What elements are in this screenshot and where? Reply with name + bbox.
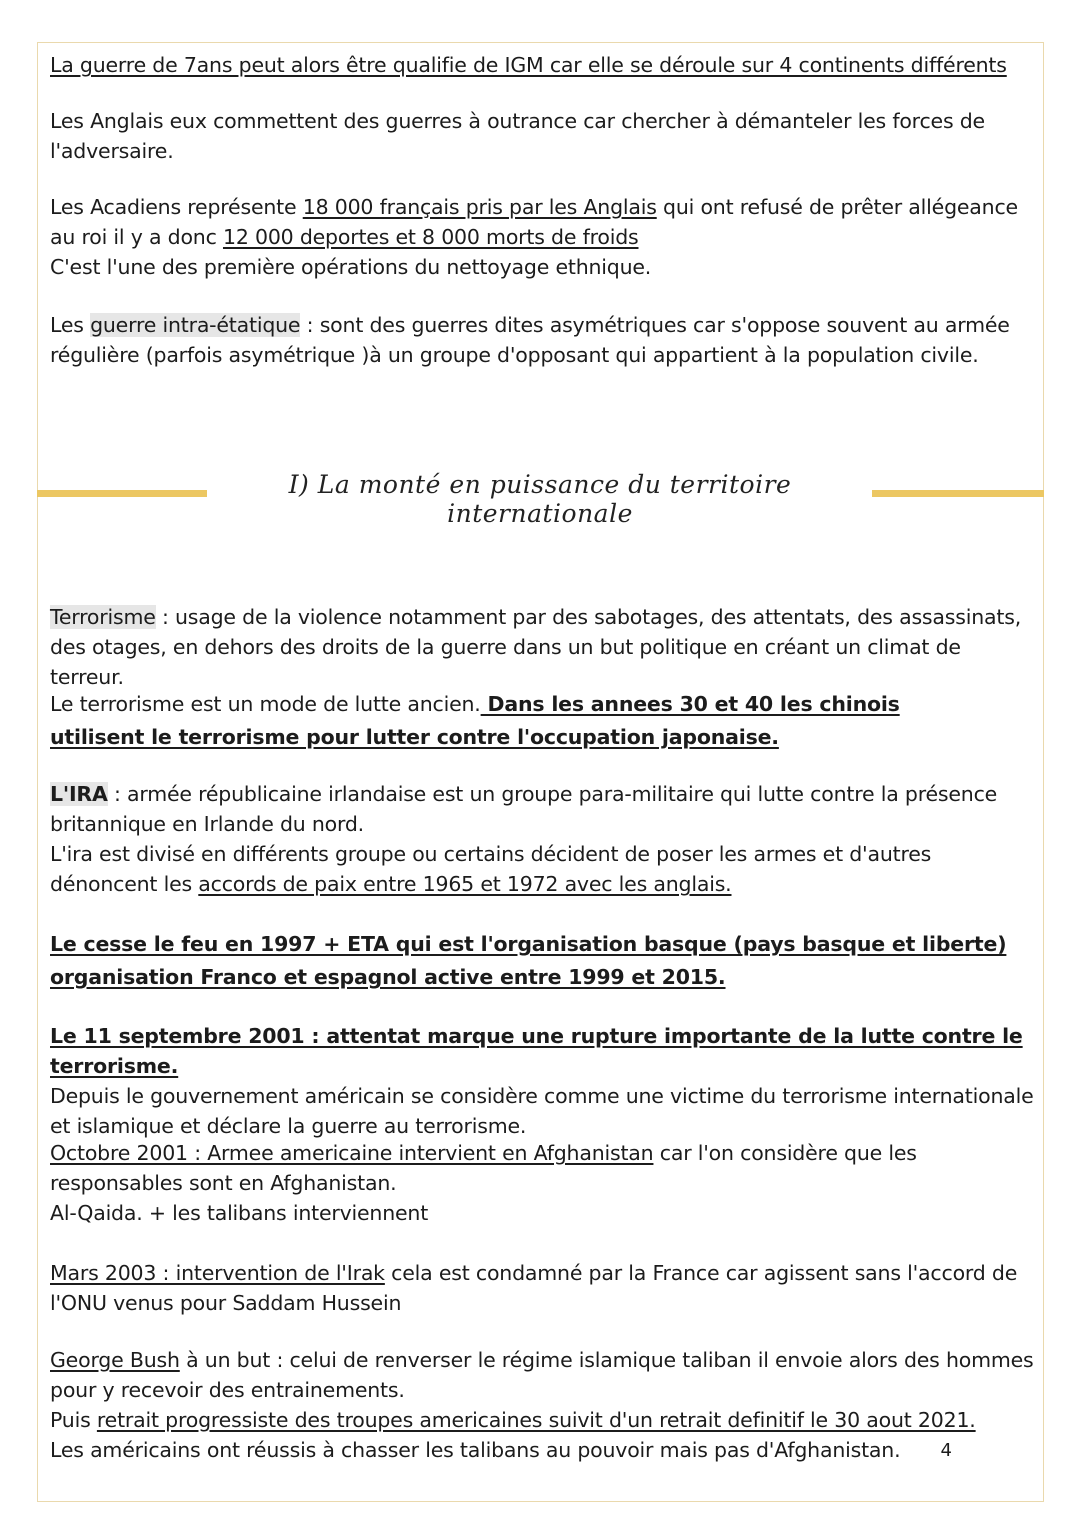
paragraph-september-11 — [50, 1021, 1035, 1141]
terrorism-definition: : usage de la violence notamment par des sabotages, des attentats, des assassinats, des otages, en dehors des droits de la guerre dans un but politique en créant un climat de terreur. — [50, 605, 1022, 689]
intra-state-definition: : sont des guerres dites asymétriques car s'oppose souvent au armée régulière (parfois asymétrique )à un groupe d'opposant qui appartient à la population civile. — [50, 313, 1010, 367]
acadiens-underline-2: 12 000 deportes et 8 000 morts de froids — [222, 225, 639, 249]
conclusion-text: Les américains ont réussis à chasser les talibans au pouvoir mais pas d'Afghanistan. — [50, 1438, 901, 1462]
terrorism-term: Terrorisme — [50, 605, 156, 629]
paragraph-ceasefire-eta: Le cesse le feu en 1997 + ETA qui est l'organisation basque (pays basque et liberte) organisation Franco et espagnol active entre 1999 et 2015. — [50, 932, 1007, 989]
acadiens-text-2: qui ont refusé de prêter allégeance au roi il y a donc — [50, 195, 1018, 249]
paragraph-ira — [50, 779, 1000, 899]
acadiens-text-3: C'est l'une des première opérations du nettoyage ethnique. — [50, 255, 652, 279]
afghanistan-actors: Al-Qaida. + les talibans interviennent — [50, 1201, 429, 1225]
terrorism-history-underline: Dans les annees 30 et 40 les chinois utilisent le terrorisme pour lutter contre l'occupation japonaise. — [50, 692, 900, 749]
heading-divider-left — [37, 490, 207, 497]
afghanistan-title: Octobre 2001 : Armee americaine intervient en Afghanistan — [50, 1141, 654, 1165]
acadiens-underline-1: 18 000 français pris par les Anglais — [302, 195, 657, 219]
irak-title: Mars 2003 : intervention de l'Irak — [50, 1261, 385, 1285]
paragraph-george-bush — [50, 1345, 1035, 1465]
september-11-title: Le 11 septembre 2001 : attentat marque une rupture importante de la lutte contre le terrorisme. — [50, 1024, 1023, 1078]
paragraph-terrorism-history — [50, 688, 950, 754]
paragraph-irak — [50, 1258, 1020, 1318]
ira-term: L'IRA — [50, 782, 108, 806]
section-heading: I) La monté en puissance du territoire internationale — [288, 470, 792, 528]
paragraph-afghanistan — [50, 1138, 1030, 1228]
intra-state-prefix: Les — [50, 313, 91, 337]
ira-definition: : armée républicaine irlandaise est un groupe para-militaire qui lutte contre la présence britannique en Irlande du nord. — [50, 782, 998, 836]
paragraph-terrorism-definition — [50, 602, 1040, 692]
terrorism-history-text: Le terrorisme est un mode de lutte ancien. — [50, 692, 481, 716]
acadiens-text: Les Acadiens représente — [50, 195, 303, 219]
withdrawal-prefix: Puis — [50, 1408, 97, 1432]
heading-divider-right — [872, 490, 1044, 497]
intra-state-term: guerre intra-étatique — [90, 313, 301, 337]
irak-text: cela est condamné par la France car agissent sans l'accord de l'ONU venus pour Saddam Hussein — [50, 1261, 1018, 1315]
withdrawal-underline: retrait progressiste des troupes americaines suivit d'un retrait definitif le 30 aout 2021. — [96, 1408, 976, 1432]
paragraph-intra-state-war — [50, 310, 1010, 370]
page-number: 4 — [940, 1440, 952, 1461]
afghanistan-text: car l'on considère que les responsables sont en Afghanistan. — [50, 1141, 917, 1195]
september-11-text: Depuis le gouvernement américain se considère comme une victime du terrorisme internationale et islamique et déclare la guerre au terrorisme. — [50, 1084, 1034, 1138]
paragraph-english-wars: Les Anglais eux commettent des guerres à outrance car chercher à démanteler les forces de l'adversaire. — [50, 109, 985, 163]
george-bush-text: à un but : celui de renverser le régime islamique taliban il envoie alors des hommes pour y recevoir des entrainements. — [50, 1348, 1034, 1402]
paragraph-acadiens — [50, 192, 1030, 282]
george-bush-name: George Bush — [50, 1348, 180, 1372]
ira-split-text: L'ira est divisé en différents groupe ou certains décident de poser les armes et d'autres dénoncent les — [50, 842, 932, 896]
paragraph-seven-years-war: La guerre de 7ans peut alors être qualifie de IGM car elle se déroule sur 4 continents différents — [50, 53, 1007, 77]
ira-peace-accords: accords de paix entre 1965 et 1972 avec les anglais. — [198, 872, 732, 896]
